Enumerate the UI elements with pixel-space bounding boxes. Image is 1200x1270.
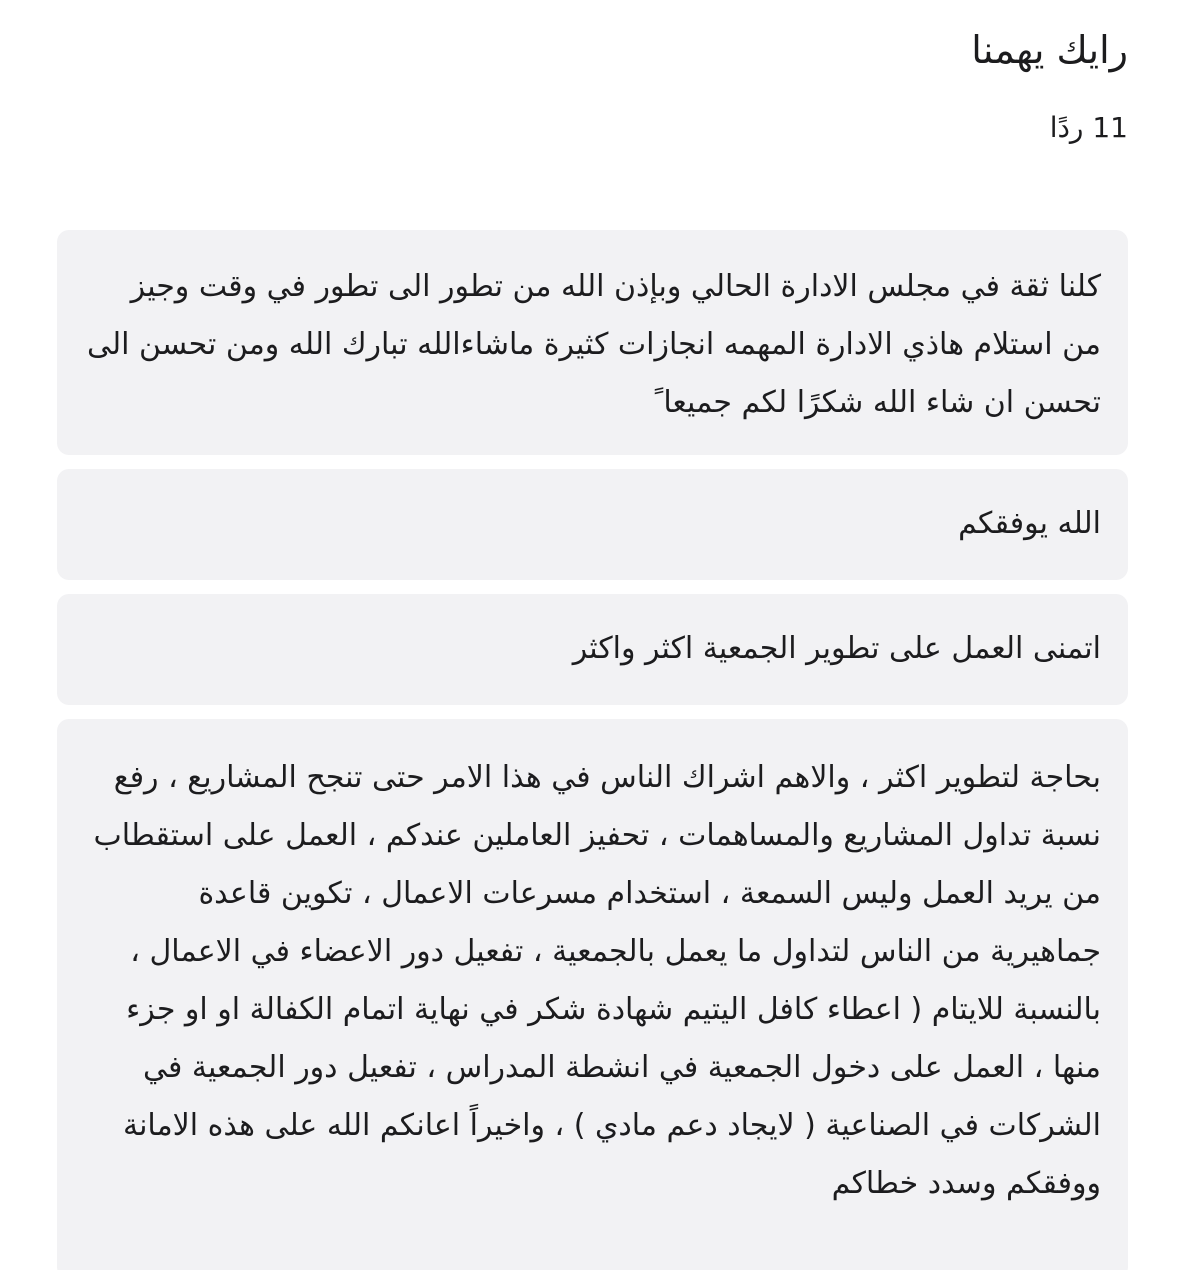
reply-count: 11 ردًا [1049, 111, 1128, 144]
response-card [57, 469, 1128, 580]
response-card [57, 230, 1128, 455]
responses-list [57, 230, 1128, 1270]
response-card [57, 719, 1128, 1270]
response-text: كلنا ثقة في مجلس الادارة الحالي وبإذن الله من تطور الى تطور في وقت وجيز من استلام هاذي الادارة المهمه انجازات كثيرة ماشاءالله تبارك الله ومن تحسن الى تحسن ان شاء الله شكرًا لكم جميعا ً [87, 269, 1101, 420]
response-text: اتمنى العمل على تطوير الجمعية اكثر واكثر [572, 631, 1101, 666]
page-title: رايك يهمنا [971, 28, 1128, 72]
survey-header [72, 22, 1128, 148]
response-text: بحاجة لتطوير اكثر ، والاهم اشراك الناس في هذا الامر حتى تنجح المشاريع ، رفع نسبة تداول المشاريع والمساهمات ، تحفيز العاملين عندكم ، العمل على استقطاب من يريد العمل وليس السمعة ، استخدام مسرعات الاعمال ، تكوين قاعدة جماهيرية من الناس لتداول ما يعمل بالجمعية ، تفعيل دور الاعضاء في الاعمال ، بالنسبة للايتام ( اعطاء كافل اليتيم شهادة شكر في نهاية اتمام الكفالة او او جزء منها ، العمل على دخول الجمعية في انشطة المدراس ، تفعيل دور الجمعية في الشركات في الصناعية ( لايجاد دعم مادي ) ، واخيراً اعانكم الله على هذه الامانة ووفقكم وسدد خطاكم [93, 760, 1101, 1201]
response-text: الله يوفقكم [958, 506, 1101, 541]
response-card [57, 594, 1128, 705]
